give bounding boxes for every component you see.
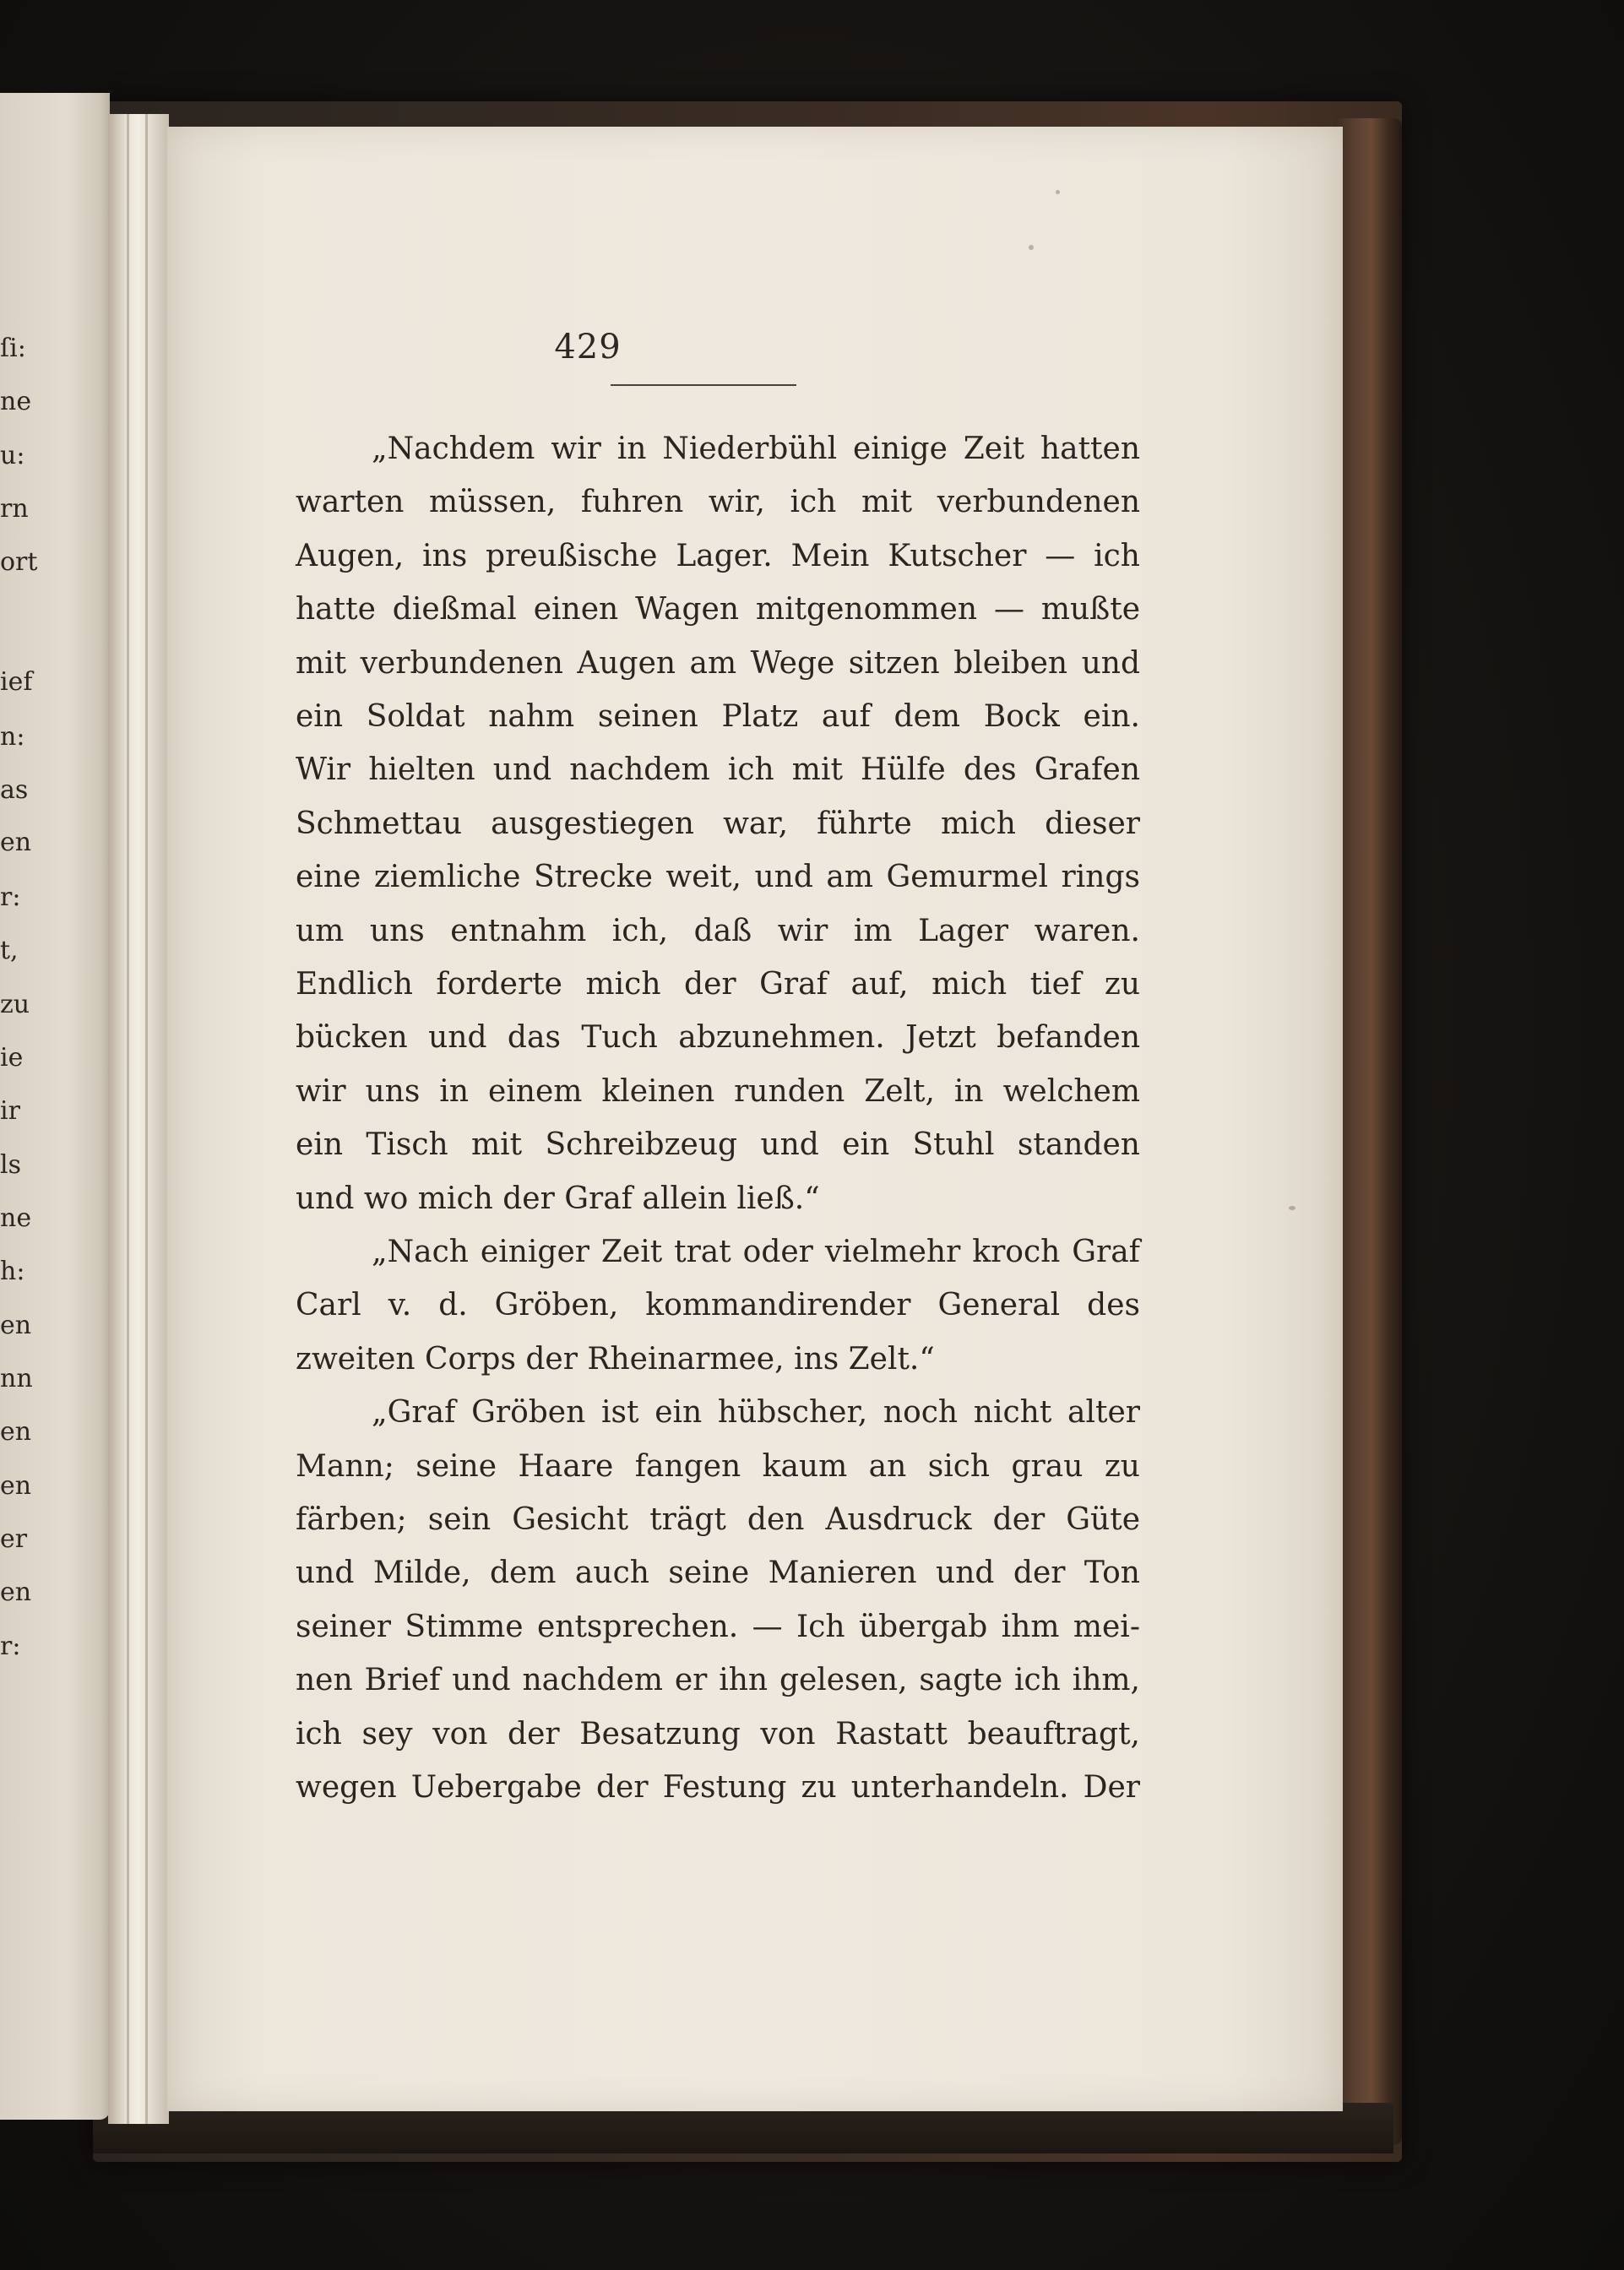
left-page-text-fragment: nn [0, 1364, 33, 1393]
text-line: und Milde, dem auch seine Manieren und der Ton [296, 1556, 1140, 1591]
text-line: ein Soldat nahm seinen Platz auf dem Bock ein. [296, 699, 1140, 734]
left-page-text-fragment: ſi: [0, 334, 26, 363]
text-line: Endlich forderte mich der Graf auf, mich tief zu [296, 967, 1140, 1002]
left-page-text-fragment: en [0, 1471, 32, 1501]
left-page-text-fragment: n: [0, 722, 25, 752]
left-page-text-fragment: ls [0, 1150, 21, 1180]
text-line: eine ziemliche Strecke weit, und am Gemurmel rings [296, 860, 1140, 895]
text-line: und wo mich der Graf allein ließ.“ [296, 1181, 820, 1216]
left-page-text-fragment: ie [0, 1043, 24, 1073]
text-line: hatte dießmal einen Wagen mitgenommen — mußte [296, 592, 1140, 627]
left-page-text-fragment: rn [0, 494, 29, 524]
paper-spot [1056, 190, 1060, 194]
text-line: mit verbundenen Augen am Wege sitzen bleiben und [296, 645, 1140, 681]
left-page-text-fragment: en [0, 1578, 32, 1607]
left-page-text-fragment: ort [0, 547, 38, 577]
text-line: ich sey von der Besatzung von Rastatt beauftragt, [296, 1716, 1140, 1751]
text-line: warten müssen, fuhren wir, ich mit verbundenen [296, 485, 1140, 520]
left-page-text-fragment: r: [0, 1632, 21, 1661]
text-line: zweiten Corps der Rheinarmee, ins Zelt.“ [296, 1341, 935, 1377]
left-page-text-fragment: ne [0, 387, 32, 416]
text-line: wir uns in einem kleinen runden Zelt, in welchem [296, 1073, 1140, 1109]
page-number-rule [611, 384, 796, 386]
left-facing-page [0, 93, 110, 2120]
text-line: wegen Uebergabe der Festung zu unterhandeln. Der [296, 1770, 1140, 1805]
paper-spot [1289, 1206, 1295, 1210]
text-line: seiner Stimme entsprechen. — Ich übergab ihm mei- [296, 1609, 1140, 1644]
left-page-text-fragment: ief [0, 667, 33, 697]
text-line: nen Brief und nachdem er ihn gelesen, sagte ich ihm, [296, 1663, 1140, 1698]
left-page-text-fragment: en [0, 1311, 32, 1340]
left-page-text-fragment: as [0, 775, 29, 805]
page-gutter [108, 114, 169, 2124]
text-line: um uns entnahm ich, daß wir im Lager waren. [296, 913, 1140, 948]
text-line: „Nachdem wir in Niederbühl einige Zeit hatten [372, 432, 1140, 466]
text-line: Mann; seine Haare fangen kaum an sich grau zu [296, 1448, 1140, 1484]
page-number: 429 [554, 328, 622, 367]
text-line: Carl v. d. Gröben, kommandirender General des [296, 1288, 1140, 1323]
left-page-text-fragment: ne [0, 1203, 32, 1233]
text-line: Wir hielten und nachdem ich mit Hülfe des Grafen [296, 752, 1140, 788]
left-page-text-fragment: r: [0, 882, 21, 912]
left-page-text-fragment: er [0, 1524, 28, 1554]
gutter-line [145, 114, 148, 2124]
text-line: Schmettau ausgestiegen war, führte mich dieser [296, 806, 1140, 841]
left-page-text-fragment: h: [0, 1257, 25, 1286]
text-line: „Graf Gröben ist ein hübscher, noch nicht alter [372, 1395, 1140, 1431]
left-page-text-fragment: t, [0, 936, 19, 965]
text-line: „Nach einiger Zeit trat oder vielmehr kroch Graf [372, 1235, 1140, 1269]
left-page-text-fragment: u: [0, 441, 25, 470]
gutter-line [127, 114, 129, 2124]
left-page-text-fragment: en [0, 828, 32, 857]
text-line: Augen, ins preußische Lager. Mein Kutscher — ich [296, 538, 1140, 573]
text-line: färben; sein Gesicht trägt den Ausdruck der Güte [296, 1502, 1140, 1537]
left-page-text-fragment: en [0, 1417, 32, 1447]
left-page-text-fragment: ir [0, 1096, 20, 1126]
book-cover-edge [1334, 118, 1402, 2145]
left-page-text-fragment: zu [0, 990, 30, 1019]
text-line: bücken und das Tuch abzunehmen. Jetzt befanden [296, 1020, 1140, 1056]
paper-spot [1029, 245, 1034, 250]
text-line: ein Tisch mit Schreibzeug und ein Stuhl standen [296, 1127, 1140, 1163]
